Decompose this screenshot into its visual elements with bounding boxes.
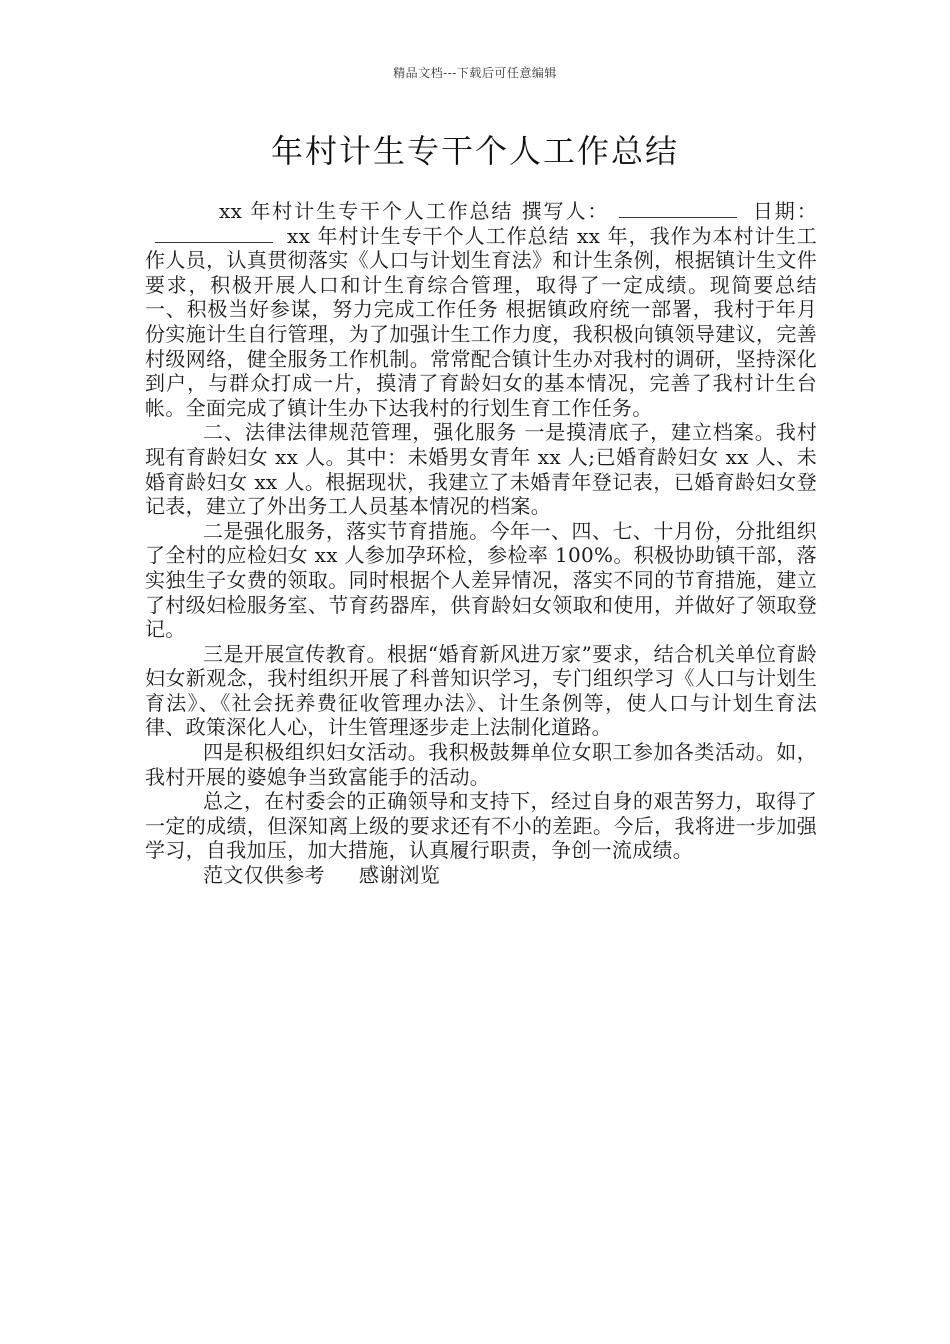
footer-left-text: 范文仅供参考 xyxy=(203,863,325,888)
paragraph-4: 三是开展宣传教育。根据“婚育新风进万家”要求，结合机关单位育龄妇女新观念，我村组织开展了科普知识学习，专门组织学习《人口与计划生育法》、《社会抚养费征收管理办法》、计生条例等，使人口与计划生育法律、政策深化人心，计生管理逐步走上法制化道路。 xyxy=(145,641,817,740)
intro-title: xx 年村计生专干个人工作总结 xyxy=(219,199,514,223)
author-blank-line xyxy=(619,199,737,218)
paragraph-1-body: xx 年村计生专干个人工作总结 xx 年，我作为本村计生工作人员，认真贯彻落实《人口与计划生育法》和计生条例，根据镇计生文件要求，积极开展人口和计生育综合管理，取得了一定成绩。现简要总结 一、积极当好参谋，努力完成工作任务 根据镇政府统一部署，我村于年月份实施计生自行管理，为了加强计生工作力度，我积极向镇领导建议，完善村级网络，健全服务工作机制。常常配合镇计生办对我村的调研，坚持深化到户，与群众打成一片，摸清了育龄妇女的基本情况，完善了我村计生台帐。全面完成了镇计生办下达我村的行划生育工作任务。 xyxy=(145,223,817,420)
footer-right-text: 感谢浏览 xyxy=(358,863,441,888)
paragraph-6: 总之，在村委会的正确领导和支持下，经过自身的艰苦努力，取得了一定的成绩，但深知离上级的要求还有不小的差距。今后，我将进一步加强学习，自我加压，加大措施，认真履行职责，争创一流成绩。 xyxy=(145,789,817,863)
document-title: 年村计生专干个人工作总结 xyxy=(270,132,679,170)
paragraph-intro xyxy=(145,199,817,420)
author-label: 撰写人： xyxy=(521,199,610,223)
document-body xyxy=(145,199,817,888)
paragraph-2: 二、法律法律规范管理，强化服务 一是摸清底子，建立档案。我村现有育龄妇女 xx 人。其中：未婚男女青年 xx 人;已婚育龄妇女 xx 人、未婚育龄妇女 xx 人。根据现状，我建立了未婚青年登记表，已婚育龄妇女登记表，建立了外出务工人员基本情况的档案。 xyxy=(145,420,817,519)
date-label: 日期： xyxy=(751,199,817,223)
header-note: 精品文档---下载后可任意编辑 xyxy=(393,66,557,80)
paragraph-5: 四是积极组织妇女活动。我积极鼓舞单位女职工参加各类活动。如，我村开展的婆媳争当致富能手的活动。 xyxy=(145,740,817,789)
paragraph-3: 二是强化服务，落实节育措施。今年一、四、七、十月份，分批组织了全村的应检妇女 xx 人参加孕环检，参检率 100%。积极协助镇干部，落实独生子女费的领取。同时根据个人差异情况，落实不同的节育措施，建立了村级妇检服务室、节育药器库，供育龄妇女领取和使用，并做好了领取登记。 xyxy=(145,518,817,642)
footer-note xyxy=(145,863,817,888)
date-blank-line xyxy=(155,224,273,243)
